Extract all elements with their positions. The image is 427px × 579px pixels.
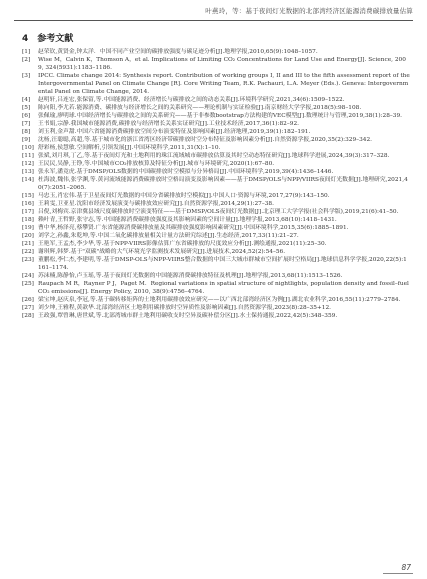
reference-number: [20] bbox=[22, 233, 34, 239]
reference-number: [12] bbox=[22, 161, 34, 167]
reference-number: [10] bbox=[22, 145, 34, 151]
reference-item bbox=[22, 208, 410, 216]
reference-item bbox=[22, 56, 410, 72]
section-number: 4 bbox=[22, 34, 29, 44]
page-number-rule bbox=[383, 573, 413, 574]
reference-number: [21] bbox=[22, 241, 34, 247]
reference-text: 杜海波,魏伟,张学渊,等.黄河流域能源消费碳排放时空格局演变及影响因素——基于DMSP/OLS与NPP/VIIRS夜间灯光数据[J].地理研究,2021,40(7):2051–2065. bbox=[38, 177, 408, 191]
reference-text: 赵明轩,吕连宏,张保留,等.中国能源消费、经济增长与碳排放之间的动态关系[J].环境科学研究,2021,34(6):1509–1522. bbox=[38, 97, 345, 103]
reference-number: [24] bbox=[22, 273, 34, 279]
reference-number: [14] bbox=[22, 177, 34, 183]
section-title-text: 参考文献 bbox=[37, 34, 74, 44]
reference-number: [17] bbox=[22, 209, 34, 215]
reference-item bbox=[22, 272, 410, 280]
running-header: 叶燕玲，等：基于夜间灯光数据的北部湾经济区能源消费碳排放量估算 bbox=[205, 7, 413, 15]
reference-number: [5] bbox=[22, 105, 31, 111]
reference-item bbox=[22, 304, 410, 312]
reference-item bbox=[22, 224, 410, 232]
reference-text: 赖叶青,王哲野,张守志,等.中国能源消费碳排放强度及其影响因素的空间计量[J].地理学报,2013,68(10):1418–1431. bbox=[38, 217, 337, 223]
reference-number: [23] bbox=[22, 257, 34, 263]
reference-text: 苏沫楠,陈静怡,卢玉瑶,等.基于夜间灯光数据的中国能源消费碳排放特征及机理[J].地理学报,2013,68(11):1513–1526. bbox=[38, 273, 343, 279]
reference-text: 梁宝坤,赵庆泉,李冠,等.基于碳转移矩阵的土地利用碳排放效应研究——以广西北部湾经济区为例[J].湖北农业科学,2016,55(11):2779–2784. bbox=[38, 297, 401, 303]
reference-item bbox=[22, 312, 410, 320]
reference-number: [11] bbox=[22, 153, 34, 159]
reference-number: [2] bbox=[22, 57, 31, 63]
reference-text: 董鹏松,李仁杰,李建明,等.基于DMSP-OLS与NPP-VIIRS整合数据的中国三大城市群城市空间扩展时空格局[J].地球信息科学学报,2020,22(5):1161–1174. bbox=[38, 257, 407, 271]
reference-text: 刘学之,孙鑫,朱乾坤,等.中国二氧化碳排放量相关计量方法研究综述[J].生态经济,2017,33(11):21–27. bbox=[38, 233, 299, 239]
reference-text: 吕倪,刘梅宾.京津冀县域尺度碳排放时空演变特征——基于DMSP/OLS夜间灯光数据[J].北京理工大学学报(社会科学版),2019,21(6):41–50. bbox=[38, 209, 399, 215]
page-number: 87 bbox=[401, 563, 411, 572]
reference-number: [15] bbox=[22, 193, 34, 199]
reference-item bbox=[22, 136, 410, 144]
reference-text: IPCC. Climate change 2014: Synthesis report. Contribution of working groups I, II and III to the fifth assessment report of the Intergovernmental Panel on Climate Change [R]. Core Writing Team, R.K. Pachauri, L.A. Meyer (Eds.). Geneva: Intergovernmental Panel on Climate Change, 2014. bbox=[38, 73, 410, 95]
reference-number: [27] bbox=[22, 305, 34, 311]
reference-list bbox=[22, 48, 410, 320]
reference-text: Wise M，Calvin K，Thomson A，et al. Implications of Limiting CO₂ Concentrations for Land Use and Energy[J]. Science, 2009, 324(5931):1183–1186. bbox=[38, 57, 406, 71]
section-title bbox=[22, 31, 73, 44]
reference-item bbox=[22, 176, 410, 192]
reference-text: 王莉雯,卫亚星.沈阳市经济发展演变与碳排放效应研究[J].自然资源学报,2014,29(1):27–38. bbox=[38, 201, 274, 207]
reference-item bbox=[22, 192, 410, 200]
reference-text: 王民民,吴静,王铮,等.中国城市CO₂排放核算及特征分析[J].城市与环境研究,2020(1):67–80. bbox=[38, 161, 275, 167]
reference-number: [9] bbox=[22, 137, 31, 143]
reference-item bbox=[22, 152, 410, 160]
reference-item bbox=[22, 120, 410, 128]
reference-text: 王艳军,王孟杰,李少华,等.基于NPP-VIIRS影像估算广东省碳排放的尺度效应分析[J].测绘通报,2021(11):25–30. bbox=[38, 241, 327, 247]
reference-number: [19] bbox=[22, 225, 34, 231]
reference-item bbox=[22, 160, 410, 168]
reference-text: 陈向阳,李尤若.能源消费、碳排放与经济增长之间的关系研究——理论机制与实证检验[J].南京财经大学学报,2018(5):98–108. bbox=[38, 105, 362, 111]
reference-number: [28] bbox=[22, 313, 34, 319]
reference-item bbox=[22, 232, 410, 240]
reference-text: 王政强,覃曾琳,唐世斌,等.北部湾城市群土地利用碳收支时空异及碳补偿分区[J].水土保持通报,2022,42(5):348–359. bbox=[38, 313, 338, 319]
reference-text: 曹中华,杨泽亮,蔡攀贤.广东省能源消费碳排放量及其碳排放强度影响因素研究[J].中国环境科学,2015,35(6):1885–1891. bbox=[38, 225, 349, 231]
reference-number: [16] bbox=[22, 201, 34, 207]
reference-item bbox=[22, 128, 410, 136]
reference-item bbox=[22, 256, 410, 272]
reference-text: 马忠玉,肖宏伟.基于卫星夜间灯光数据的中国分省碳排放时空模拟[J].中国人口·资源与环境,2017,27(9):143–150. bbox=[38, 193, 330, 199]
reference-text: 沈杨,汪聪聪,高超,等.基于城市化的浙江省湾区经济带碳排放时空分布特征及影响因素分析[J].自然资源学报,2020,35(2):329–342. bbox=[38, 137, 372, 143]
reference-item bbox=[22, 168, 410, 176]
reference-text: 刘少坤,王雅程,黄歆华.北部湾经济区土地利用碳排放时空异质性及影响因素[J].自然资源学报,2023(8):28–35+12. bbox=[38, 305, 331, 311]
reference-text: 刘玉利,金声甜.中国六省能源消费碳排放空间分布演变特征及影响因素[J].经济地理,2019,39(1):182–191. bbox=[38, 129, 311, 135]
reference-number: [26] bbox=[22, 297, 34, 303]
header-rule bbox=[14, 20, 413, 21]
reference-item bbox=[22, 96, 410, 104]
reference-item bbox=[22, 216, 410, 224]
reference-text: 谢琪辉,韩梦.基于"双碳"战略的大气环境光学监测技术发展研究[J].进展技术,2024,52(2):54–56. bbox=[38, 249, 286, 255]
reference-item bbox=[22, 296, 410, 304]
reference-number: [4] bbox=[22, 97, 31, 103]
reference-text: 赵荣钦,黄贤金,钟太洋．中国不同产业空间的碳排放强度与碳足迹分析[J].地理学报,2010,65(9):1048–1057. bbox=[38, 49, 318, 55]
reference-text: 舒彩杨,侯慧敏.空间解析,引领发展[J].中国环境科学,2011,31(X):1–10. bbox=[38, 145, 221, 151]
reference-text: Raupach M R，Rayner P J，Paget M．Regional variations in spatial structure of nightlights, population density and fossil–fuel CO₂ emissions[J]. Energy Policy, 2010, 38(9):4756–4764. bbox=[38, 281, 409, 295]
reference-item bbox=[22, 104, 410, 112]
reference-number: [1] bbox=[22, 49, 31, 55]
reference-text: 王书娟,宗静.我国城市能源消费,碳排放与经济增长关系实证研究[J].工业技术经济,2017,36(1):82–92. bbox=[38, 121, 299, 127]
reference-item bbox=[22, 144, 410, 152]
reference-text: 张斌,刘月琪,丁乙,等.基于夜间灯光和土地利用的珠江流域城市碳排放估算及其时空动态特征研究[J].地球科学进展,2024,39(3):317–328. bbox=[38, 153, 390, 159]
reference-item bbox=[22, 72, 410, 96]
reference-number: [22] bbox=[22, 249, 34, 255]
reference-item bbox=[22, 240, 410, 248]
reference-number: [6] bbox=[22, 113, 31, 119]
reference-item bbox=[22, 248, 410, 256]
reference-text: 张佩瑜,廖明球.中国经济增长与碳排放之间的关系研究——基于非参数bootstrap方法构建的VEC模型[J].数理统计与管理,2019,38(1):28–39. bbox=[38, 113, 403, 119]
reference-number: [18] bbox=[22, 217, 34, 223]
reference-number: [7] bbox=[22, 121, 31, 127]
reference-number: [13] bbox=[22, 169, 34, 175]
reference-item bbox=[22, 200, 410, 208]
reference-item bbox=[22, 280, 410, 296]
reference-number: [8] bbox=[22, 129, 31, 135]
reference-item bbox=[22, 112, 410, 120]
reference-number: [25] bbox=[22, 281, 34, 287]
reference-text: 张永军,潘竟虎.基于DMSP/OLS数据的中国碳排放时空模拟与分异格局[J].中国环境科学,2019,39(4):1436–1446. bbox=[38, 169, 334, 175]
reference-number: [3] bbox=[22, 73, 31, 79]
reference-item bbox=[22, 48, 410, 56]
